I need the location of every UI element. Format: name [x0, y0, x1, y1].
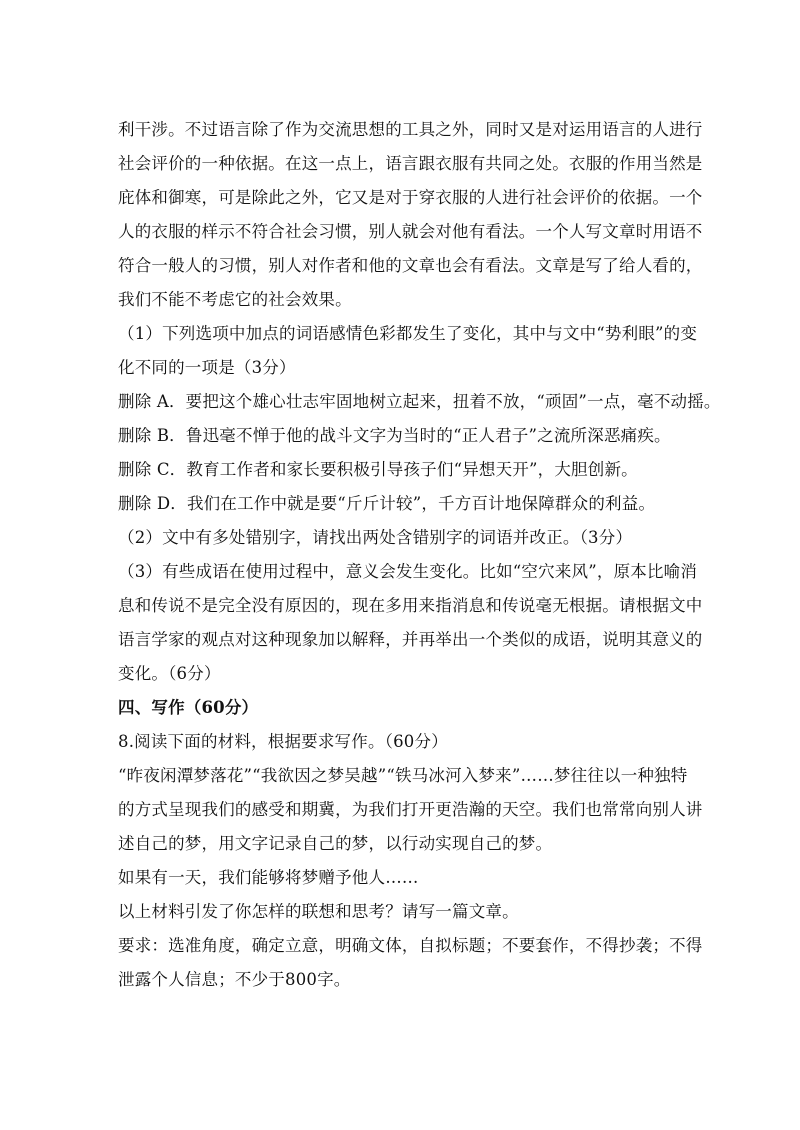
question-2-text: （2）文中有多处错别字，请找出两处含错别字的词语并改正。（3分）	[118, 528, 633, 547]
passage-line: 符合一般人的习惯，别人对作者和他的文章也会有看法。文章是写了给人看的，	[118, 256, 703, 275]
question-3-line: 语言学家的观点对这种现象加以解释，并再举出一个类似的成语，说明其意义的	[118, 630, 703, 649]
question-3-line: 变化。（6分）	[118, 664, 221, 683]
passage-line: 社会评价的一种依据。在这一点上，语言跟衣服有共同之处。衣服的作用当然是	[118, 154, 703, 173]
passage-line: 我们不能不考虑它的社会效果。	[118, 290, 352, 309]
section-heading: 四、写作（60分）	[118, 698, 259, 717]
question-1-option-d: 删除 D．我们在工作中就是要“斤斤计较”，千方百计地保障群众的利益。	[118, 494, 656, 513]
question-1-option-a: 删除 A．要把这个雄心壮志牢固地树立起来，扭着不放，“顽固”一点，毫不动摇。	[118, 392, 721, 411]
question-1-stem: 化不同的一项是（3分）	[118, 358, 296, 377]
passage-line: 利干涉。不过语言除了作为交流思想的工具之外，同时又是对运用语言的人进行	[118, 120, 703, 139]
question-1-stem: （1）下列选项中加点的词语感情色彩都发生了变化，其中与文中“势利眼”的变	[118, 324, 698, 343]
writing-question: 以上材料引发了你怎样的联想和思考？请写一篇文章。	[118, 902, 519, 921]
writing-requirements-line: 泄露个人信息；不少于800字。	[118, 970, 351, 989]
question-3-line: 息和传说不是完全没有原因的，现在多用来指消息和传说毫无根据。请根据文中	[118, 596, 703, 615]
passage-line: 庇体和御寒，可是除此之外，它又是对于穿衣服的人进行社会评价的依据。一个	[118, 188, 703, 207]
writing-material-line: 述自己的梦，用文字记录自己的梦，以行动实现自己的梦。	[118, 834, 553, 853]
passage-line: 人的衣服的样示不符合社会习惯，别人就会对他有看法。一个人写文章时用语不	[118, 222, 703, 241]
writing-material-line: “昨夜闲潭梦落花”“我欲因之梦吴越”“铁马冰河入梦来”……梦往往以一种独特	[118, 766, 688, 785]
writing-material-line: 如果有一天，我们能够将梦赠予他人……	[118, 868, 419, 887]
writing-prompt-title: 8.阅读下面的材料，根据要求写作。（60分）	[118, 732, 448, 751]
question-1-option-c: 删除 C．教育工作者和家长要积极引导孩子们“异想天开”，大胆创新。	[118, 460, 638, 479]
question-1-option-b: 删除 B．鲁迅毫不惮于他的战斗文字为当时的“正人君子”之流所深恶痛疾。	[118, 426, 671, 445]
question-3-line: （3）有些成语在使用过程中，意义会发生变化。比如“空穴来风”，原本比喻消	[118, 562, 698, 581]
writing-requirements-line: 要求：选准角度，确定立意，明确文体，自拟标题；不要套作，不得抄袭；不得	[118, 936, 703, 955]
writing-material-line: 的方式呈现我们的感受和期冀，为我们打开更浩瀚的天空。我们也常常向别人讲	[118, 800, 703, 819]
